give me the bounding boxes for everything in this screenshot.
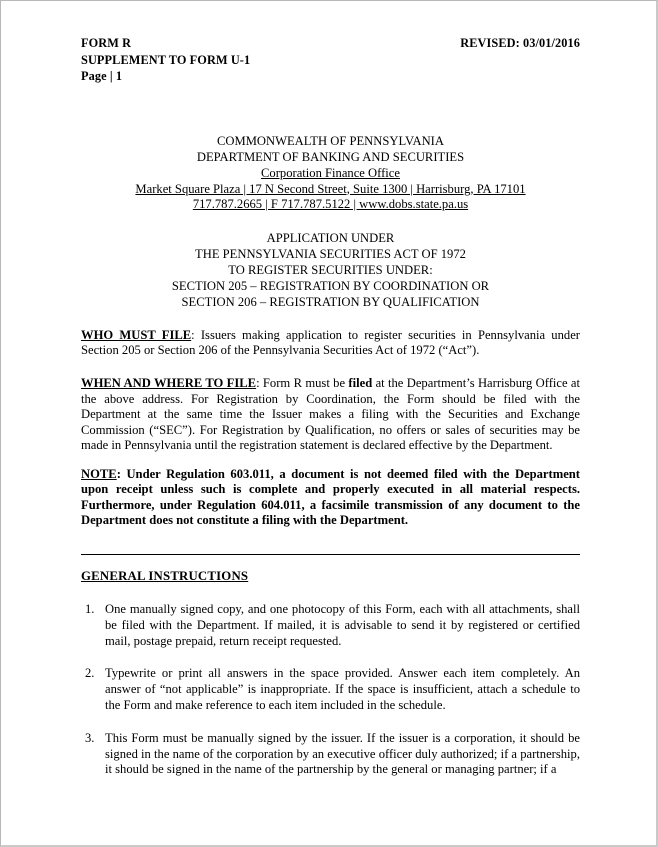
agency-department: DEPARTMENT OF BANKING AND SECURITIES — [196, 149, 465, 164]
header-top-row — [81, 35, 580, 52]
list-item-marker: 3. — [85, 730, 95, 745]
form-id: FORM R — [81, 36, 132, 50]
list-item-text: Typewrite or print all answers in the space provided. Answer each item completely. An answer of “not applicable” is inappropriate. If the space is insufficient, attach a schedule to the Form and make reference to each item included in the schedule. — [105, 666, 580, 712]
list-item-text: One manually signed copy, and one photocopy of this Form, each with all attachments, shall be filed with the Department. If mailed, it is advisable to send it by registered or certified mail, postage prepaid, return receipt requested. — [105, 601, 580, 648]
list-item-marker: 2. — [85, 666, 95, 681]
list-item — [81, 666, 580, 713]
agency-address-block — [81, 134, 580, 214]
agency-office: Corporation Finance Office — [261, 165, 400, 180]
agency-contact-line: 717.787.2665 | F 717.787.5122 | www.dobs.state.pa.us — [192, 197, 469, 212]
when-where-to-file-paragraph — [81, 376, 580, 454]
page-number-label: Page | 1 — [81, 69, 123, 84]
revision-date: REVISED: 03/01/2016 — [460, 36, 580, 50]
application-title-line-3: TO REGISTER SECURITIES UNDER: — [228, 263, 433, 278]
note-paragraph — [81, 467, 580, 529]
when-where-to-file-label: WHEN AND WHERE TO FILE — [81, 376, 257, 391]
note-text: : Under Regulation 603.011, a document is not deemed filed with the Department upon receipt unless such is complete and properly executed in all material respects. Furthermore, under Regulation 604.011, a facsimile transmission of any document to the Department does not constitute a filing with the Department. — [81, 466, 580, 528]
who-must-file-paragraph — [81, 328, 580, 359]
note-label: NOTE — [81, 466, 117, 481]
page-content — [1, 1, 656, 778]
who-must-file-text: : Issuers making application to register securities in Pennsylvania under Section 205 or Section 206 of the Pennsylvania Securities Act of 1972 (“Act”). — [81, 327, 580, 358]
list-item-text: This Form must be manually signed by the issuer. If the issuer is a corporation, it should be signed in the name of the corporation by an executive officer duly authorized; if a partnership, it should be signed in the name of the partnership by the general or managing partner; if a — [105, 730, 580, 777]
application-title-line-4: SECTION 205 – REGISTRATION BY COORDINATION OR — [171, 279, 490, 294]
agency-commonwealth: COMMONWEALTH OF PENNSYLVANIA — [217, 133, 444, 148]
agency-street-address: Market Square Plaza | 17 N Second Street, Suite 1300 | Harrisburg, PA 17101 — [135, 181, 526, 196]
general-instructions-heading-text: GENERAL INSTRUCTIONS — [81, 568, 249, 583]
when-where-to-file-text-before: : Form R must be — [256, 376, 349, 391]
when-where-to-file-emphasis: filed — [348, 376, 373, 391]
document-header — [81, 35, 580, 85]
application-title-line-1: APPLICATION UNDER — [266, 231, 395, 246]
list-item — [81, 731, 580, 778]
general-instructions-list — [81, 602, 580, 778]
who-must-file-label: WHO MUST FILE — [81, 327, 192, 342]
section-divider — [81, 554, 580, 555]
application-title-line-2: THE PENNSYLVANIA SECURITIES ACT OF 1972 — [195, 247, 466, 262]
when-where-to-file-text-after: at the Department’s Harrisburg Office at the above address. For Registration by Coordination, the Form should be filed with the Department at the same time the Issuer makes a filing with the Securities and Exchange Commission (“SEC”). For Registration by Qualification, no offers or sales of securities may be made in Pennsylvania until the registration statement is declared effective by the Department. — [81, 376, 581, 453]
general-instructions-heading — [81, 569, 580, 584]
application-title-line-5: SECTION 206 – REGISTRATION BY QUALIFICATION — [181, 294, 480, 309]
list-item-marker: 1. — [85, 601, 95, 616]
form-supplement-label: SUPPLEMENT TO FORM U-1 — [81, 52, 251, 67]
application-title-block — [81, 231, 580, 311]
list-item — [81, 602, 580, 649]
